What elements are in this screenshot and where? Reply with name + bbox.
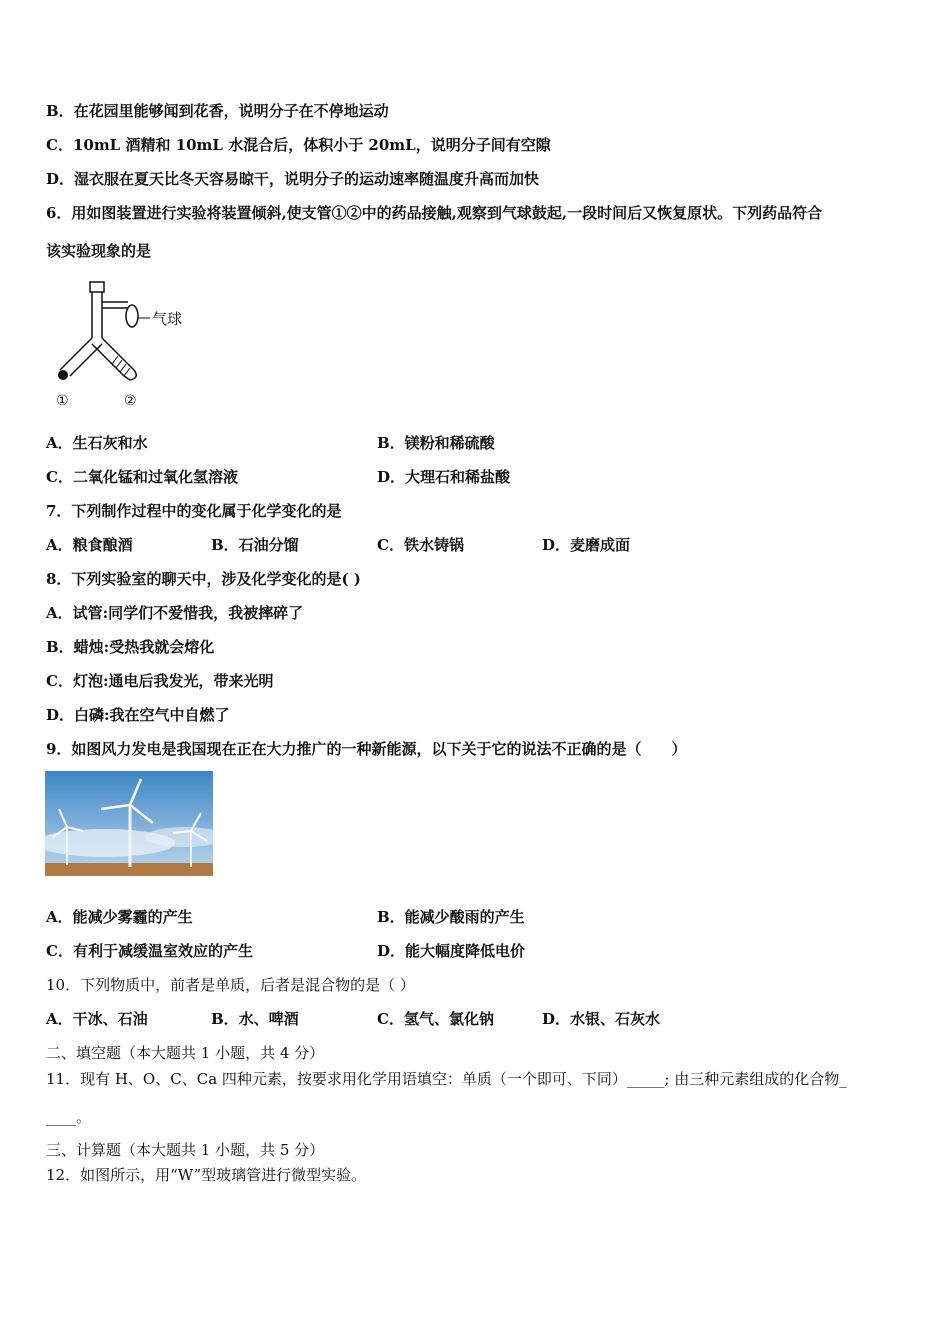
q5-option-b: B．在花园里能够闻到花香，说明分子在不停地运动 (46, 102, 389, 120)
q8-option-a: A．试管:同学们不爱惜我，我被摔碎了 (46, 604, 304, 622)
q8-option-c: C．灯泡:通电后我发光，带来光明 (46, 672, 274, 690)
q6-stem-line1: 6．用如图装置进行实验将装置倾斜,使支管①②中的药品接触,观察到气球鼓起,一段时间后又恢复原状。下列药品符合 (46, 204, 823, 222)
stopper-shape (90, 282, 104, 292)
q6-stem-line2: 该实验现象的是 (46, 242, 152, 260)
tube2-label: ② (124, 393, 137, 409)
q10-option-a: A．干冰、石油 (46, 1010, 148, 1028)
balloon-shape (126, 305, 138, 327)
q8-option-d: D．白磷:我在空气中自燃了 (46, 706, 230, 724)
q8-stem: 8．下列实验室的聊天中，涉及化学变化的是( ) (46, 570, 361, 588)
q10-option-c: C．氢气、氯化钠 (377, 1010, 494, 1028)
q6-option-c: C．二氧化锰和过氧化氢溶液 (46, 468, 238, 486)
q9-option-d: D．能大幅度降低电价 (377, 942, 526, 960)
section2-heading: 二、填空题（本大题共 1 小题，共 4 分） (46, 1044, 325, 1062)
q7-option-a: A．粮食酿酒 (46, 536, 133, 554)
q5-option-d: D．湿衣服在夏天比冬天容易晾干，说明分子的运动速率随温度升高而加快 (46, 170, 540, 188)
q6-option-d: D．大理石和稀盐酸 (377, 468, 511, 486)
q7-stem: 7．下列制作过程中的变化属于化学变化的是 (46, 502, 342, 520)
q10-option-d: D．水银、石灰水 (542, 1010, 661, 1028)
q8-option-b: B．蜡烛:受热我就会熔化 (46, 638, 215, 656)
q6-option-a: A．生石灰和水 (46, 434, 148, 452)
q5-option-c: C．10mL 酒精和 10mL 水混合后，体积小于 20mL，说明分子间有空隙 (46, 136, 551, 154)
y-tube-apparatus-figure (46, 276, 206, 416)
q10-option-b: B．水、啤酒 (211, 1010, 299, 1028)
tube1-label: ① (56, 393, 69, 409)
q11-line1: 11．现有 H、O、C、Ca 四种元素，按要求用化学用语填空：单质（一个即可、下同）_____; 由三种元素组成的化合物_ (46, 1070, 847, 1088)
q9-stem: 9．如图风力发电是我国现在正在大力推广的一种新能源，以下关于它的说法不正确的是（ ） (46, 740, 687, 758)
balloon-label: 气球 (152, 312, 183, 328)
q6-option-b: B．镁粉和稀硫酸 (377, 434, 495, 452)
q7-option-d: D．麦磨成面 (542, 536, 631, 554)
q9-option-a: A．能减少雾霾的产生 (46, 908, 193, 926)
q10-stem: 10．下列物质中，前者是单质，后者是混合物的是（ ） (46, 976, 415, 994)
section3-heading: 三、计算题（本大题共 1 小题，共 5 分） (46, 1141, 325, 1159)
q9-option-b: B．能减少酸雨的产生 (377, 908, 525, 926)
q11-line2: ____。 (46, 1108, 92, 1126)
wind-turbine-photo (45, 771, 213, 876)
q12-stem: 12．如图所示，用“W”型玻璃管进行微型实验。 (46, 1166, 367, 1184)
q9-option-c: C．有利于减缓温室效应的产生 (46, 942, 253, 960)
q7-option-c: C．铁水铸锅 (377, 536, 464, 554)
tube1-reagent-shape (58, 370, 68, 380)
q7-option-b: B．石油分馏 (211, 536, 299, 554)
